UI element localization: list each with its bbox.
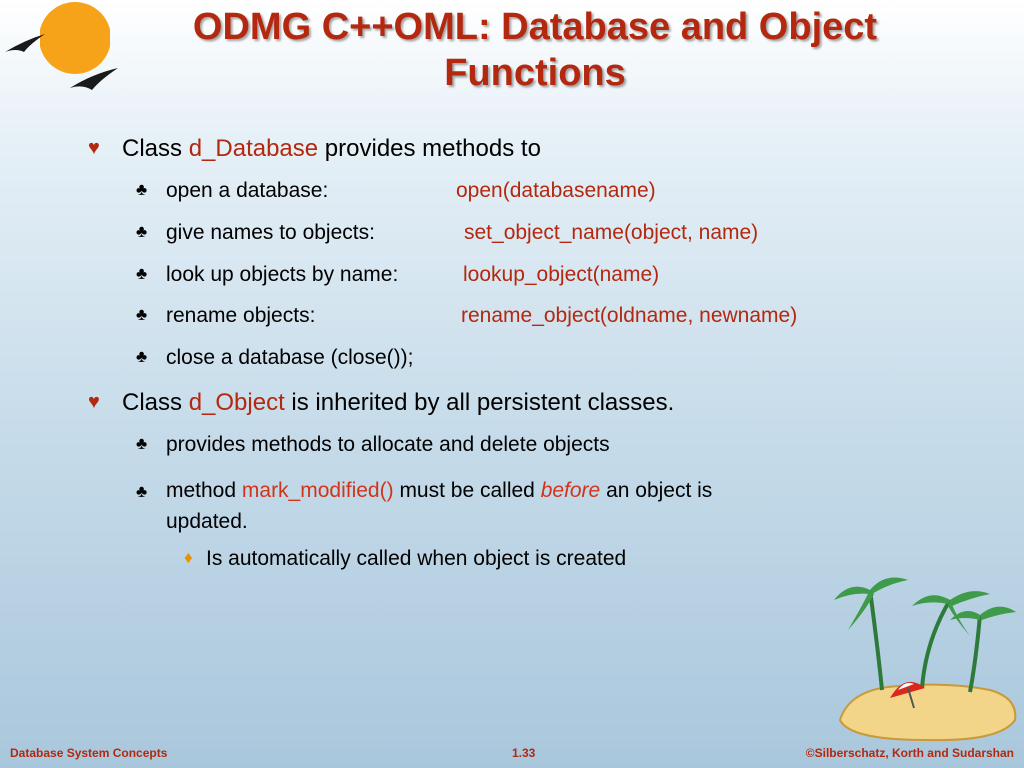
- bullet-d-object: ♥ Class d_Object is inherited by all persistent classes.: [88, 389, 675, 416]
- club-bullet-icon: ♣: [136, 264, 148, 283]
- bullet-d-database: ♥ Class d_Database provides methods to: [88, 135, 541, 162]
- slide-title: ODMG C++OML: Database and Object Functions: [192, 6, 878, 94]
- code-set-object-name: set_object_name(object, name): [464, 221, 759, 244]
- code-d-database: d_Database: [188, 135, 319, 162]
- emphasis-before: before: [540, 479, 601, 502]
- subbullet-rename: ♣ rename objects: rename_object(oldname, newname): [136, 304, 798, 327]
- subbullet-lookup: ♣ look up objects by name: lookup_object(name): [136, 263, 660, 286]
- code-open: open(databasename): [456, 179, 656, 202]
- heart-bullet-icon: ♥: [88, 137, 100, 159]
- subbullet-allocate: ♣ provides methods to allocate and delete objects: [136, 433, 610, 456]
- heart-bullet-icon: ♥: [88, 391, 100, 413]
- subbullet-mark-modified: ♣ method mark_modified() must be called before an object is updated.: [166, 475, 866, 537]
- code-mark-modified: mark_modified(): [241, 479, 394, 502]
- subbullet-open: ♣ open a database: open(databasename): [136, 179, 656, 202]
- footer-book-title: Database System Concepts: [10, 746, 168, 760]
- club-bullet-icon: ♣: [136, 180, 148, 199]
- club-bullet-icon: ♣: [136, 434, 148, 453]
- footer-copyright: ©Silberschatz, Korth and Sudarshan: [805, 746, 1014, 760]
- footer-page-number: 1.33: [512, 746, 536, 760]
- subbullet-names: ♣ give names to objects: set_object_name(object, name): [136, 221, 759, 244]
- subbullet-close: ♣ close a database (close());: [136, 346, 414, 369]
- club-bullet-icon: ♣: [136, 222, 148, 241]
- code-d-object: d_Object: [188, 389, 285, 416]
- club-bullet-icon: ♣: [136, 305, 148, 324]
- code-lookup-object: lookup_object(name): [463, 263, 660, 286]
- tertiary-auto-called: ♦ Is automatically called when object is created: [184, 547, 627, 570]
- code-rename-object: rename_object(oldname, newname): [461, 304, 798, 327]
- club-bullet-icon: ♣: [136, 482, 148, 501]
- palm-island-illustration: [830, 570, 1020, 745]
- diamond-bullet-icon: ♦: [184, 548, 193, 567]
- club-bullet-icon: ♣: [136, 347, 148, 366]
